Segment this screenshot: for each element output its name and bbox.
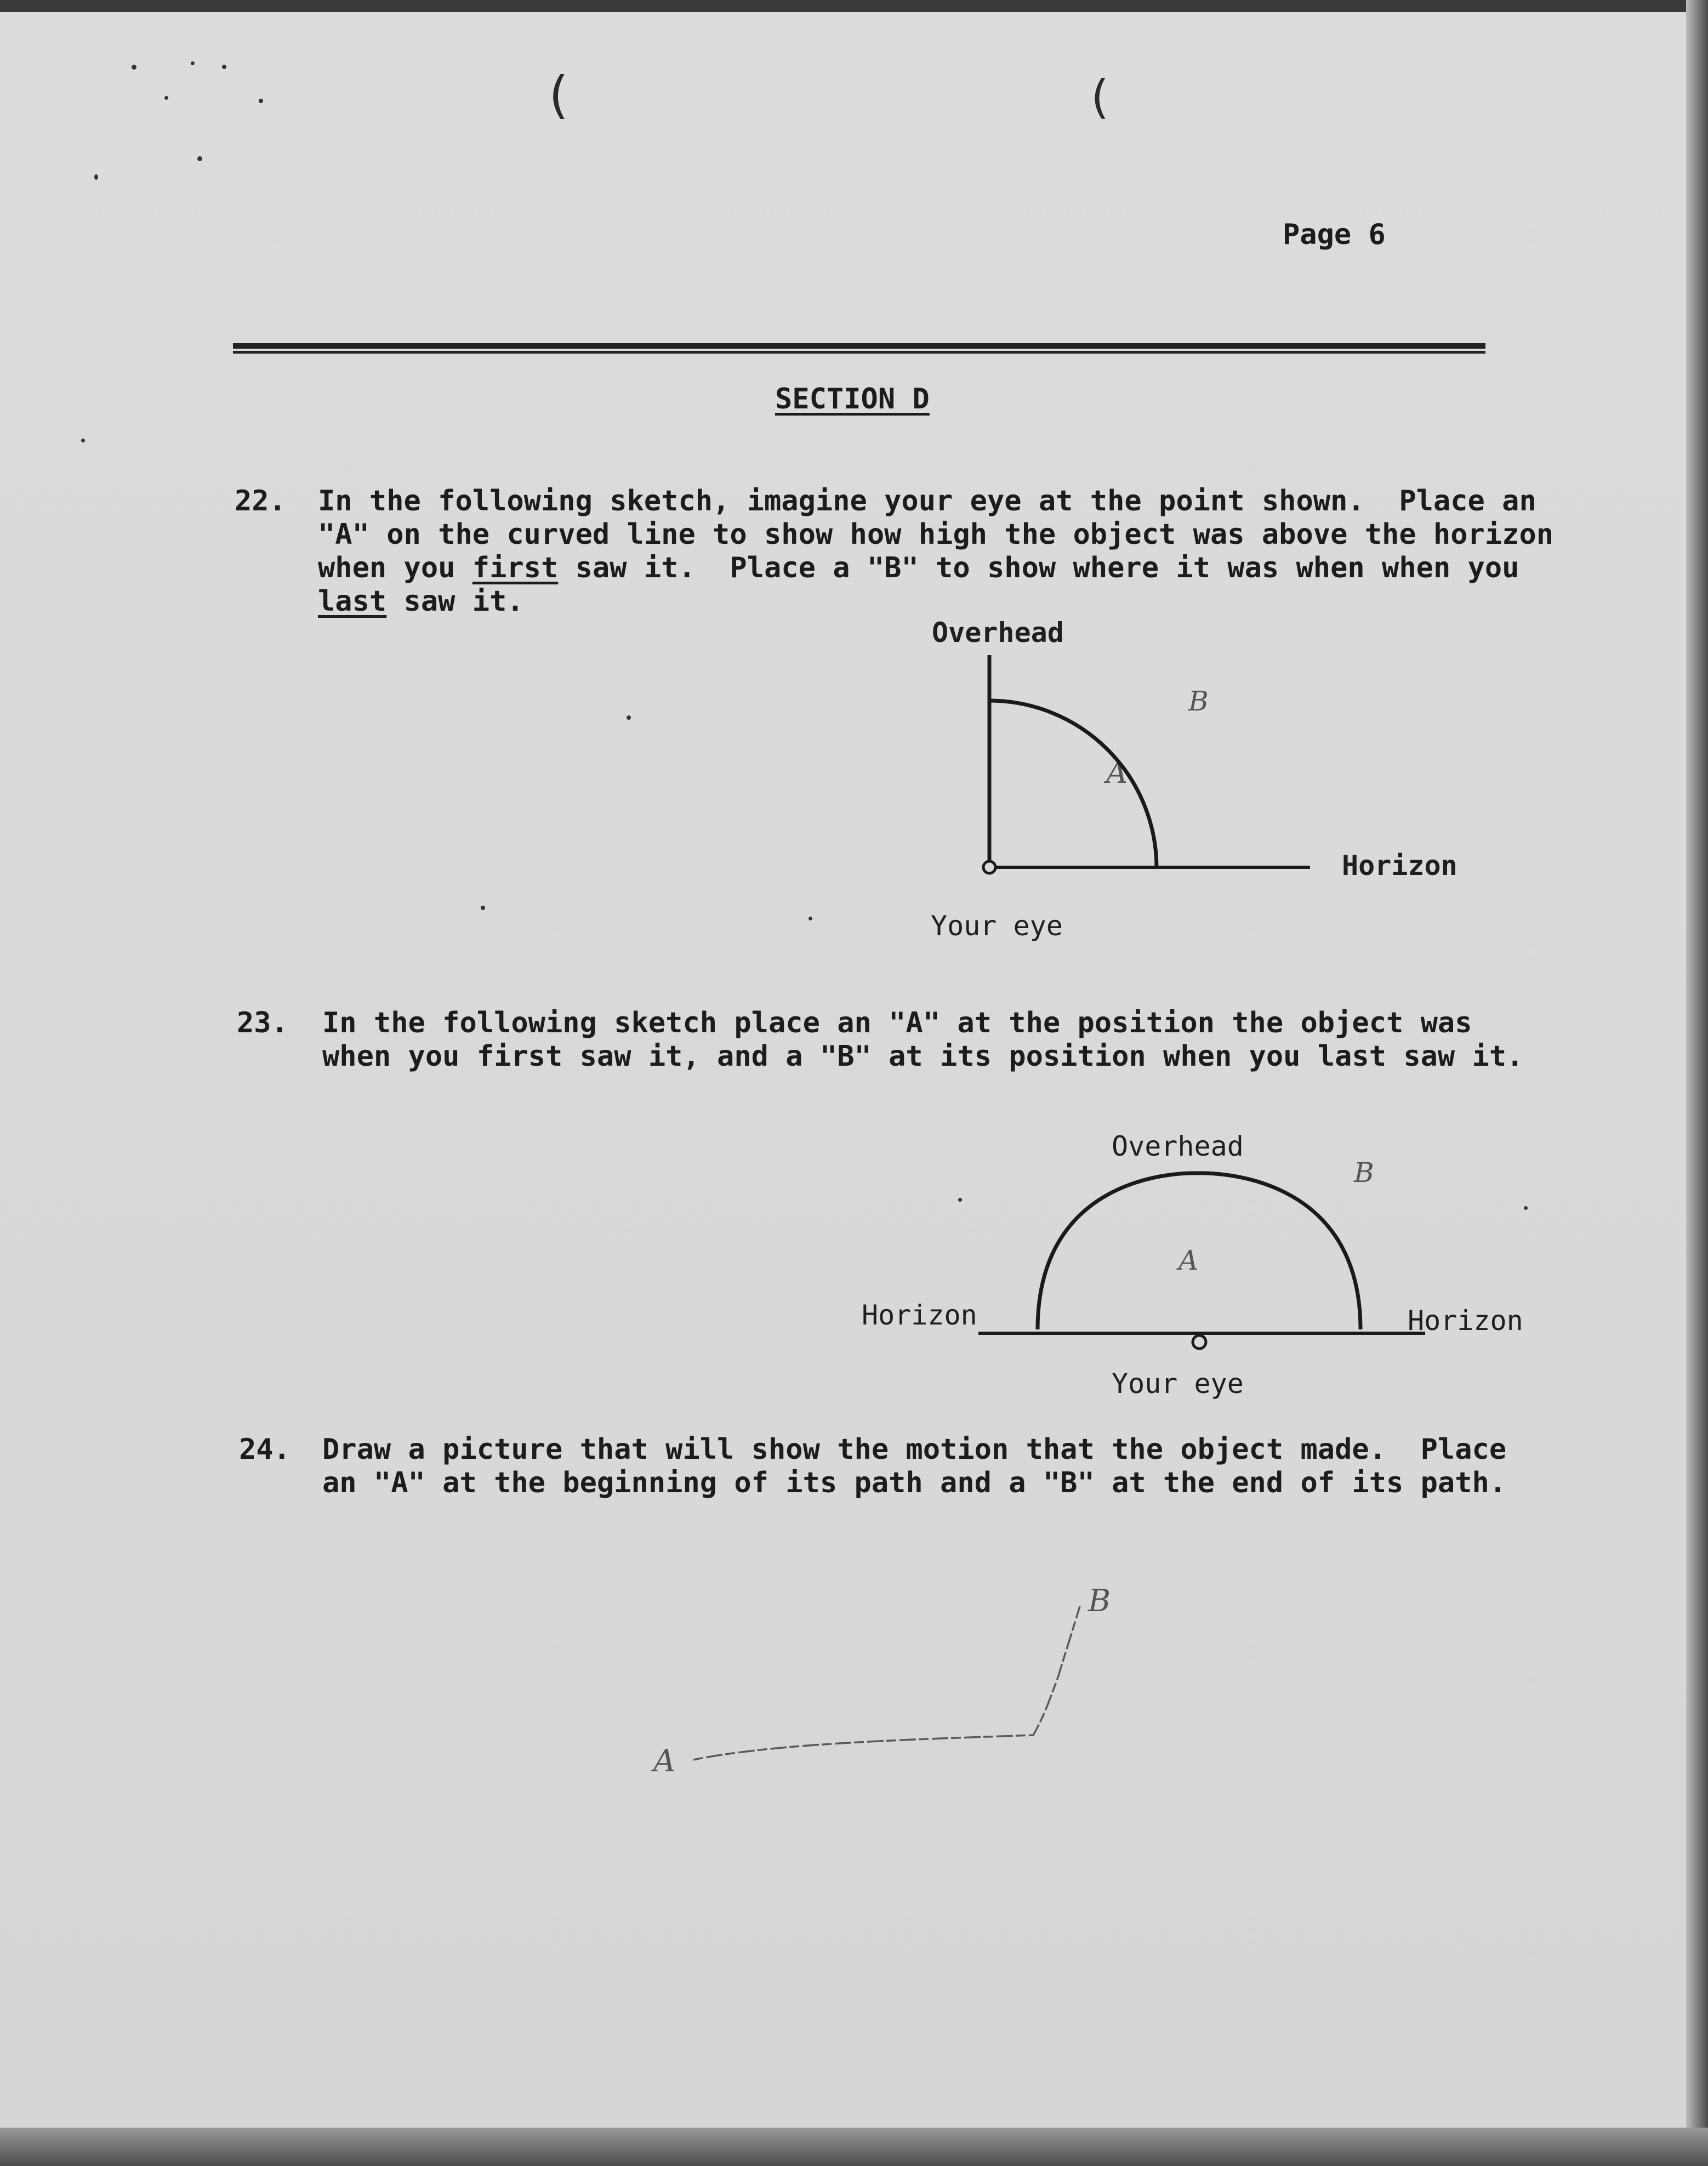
binder-mark: ( bbox=[1085, 70, 1113, 124]
question-text-line: In the following sketch place an "A" at the position the object was bbox=[322, 1007, 1472, 1039]
handwritten-mark-b: B bbox=[1354, 1157, 1374, 1189]
emphasis-last: last bbox=[318, 585, 387, 618]
diagram2-arc bbox=[1038, 1173, 1360, 1329]
question-text-line: In the following sketch, imagine your eye at the point shown. Place an bbox=[318, 485, 1536, 518]
handwritten-mark-a: A bbox=[653, 1743, 676, 1779]
text-segment: saw it. bbox=[386, 585, 524, 618]
text-segment: saw it. Place a "B" to show where it was when when you bbox=[558, 552, 1519, 584]
question-number: 24. bbox=[239, 1433, 291, 1466]
handwritten-mark-a: A bbox=[1178, 1244, 1199, 1276]
diagram1-eye-point bbox=[983, 861, 995, 873]
emphasis-first: first bbox=[472, 552, 559, 584]
diagram2-horizon-right-label: Horizon bbox=[1408, 1305, 1523, 1337]
diagram1-arc bbox=[989, 701, 1157, 867]
handwritten-mark-b: B bbox=[1088, 1583, 1111, 1619]
diagram2-eye-label: Your eye bbox=[1112, 1368, 1244, 1400]
diagram2-overhead-label: Overhead bbox=[1112, 1130, 1244, 1162]
handwritten-motion-path bbox=[693, 1606, 1080, 1760]
section-title: SECTION D bbox=[775, 383, 930, 416]
handwritten-mark-b: B bbox=[1188, 685, 1209, 717]
question-number: 23. bbox=[237, 1007, 288, 1039]
binder-mark: ( bbox=[543, 66, 573, 124]
diagram2-eye-point bbox=[1193, 1335, 1206, 1349]
question-number: 22. bbox=[235, 485, 286, 518]
handwritten-mark-a: A bbox=[1106, 755, 1128, 790]
diagram2-horizon-left-label: Horizon bbox=[862, 1299, 977, 1331]
text-segment: when you bbox=[318, 552, 472, 584]
question-text-line: "A" on the curved line to show how high the object was above the horizon bbox=[318, 518, 1554, 551]
question-text-line: when you first saw it, and a "B" at its position when you last saw it. bbox=[322, 1040, 1524, 1073]
diagram1-horizon-label: Horizon bbox=[1342, 850, 1458, 882]
diagram1-eye-label: Your eye bbox=[931, 910, 1063, 942]
page-number: Page 6 bbox=[1283, 218, 1386, 251]
question-text-line: Draw a picture that will show the motion that the object made. Place bbox=[322, 1433, 1507, 1466]
question-text-line: an "A" at the beginning of its path and a "B" at the end of its path. bbox=[322, 1466, 1507, 1499]
diagram1-overhead-label: Overhead bbox=[932, 617, 1064, 649]
